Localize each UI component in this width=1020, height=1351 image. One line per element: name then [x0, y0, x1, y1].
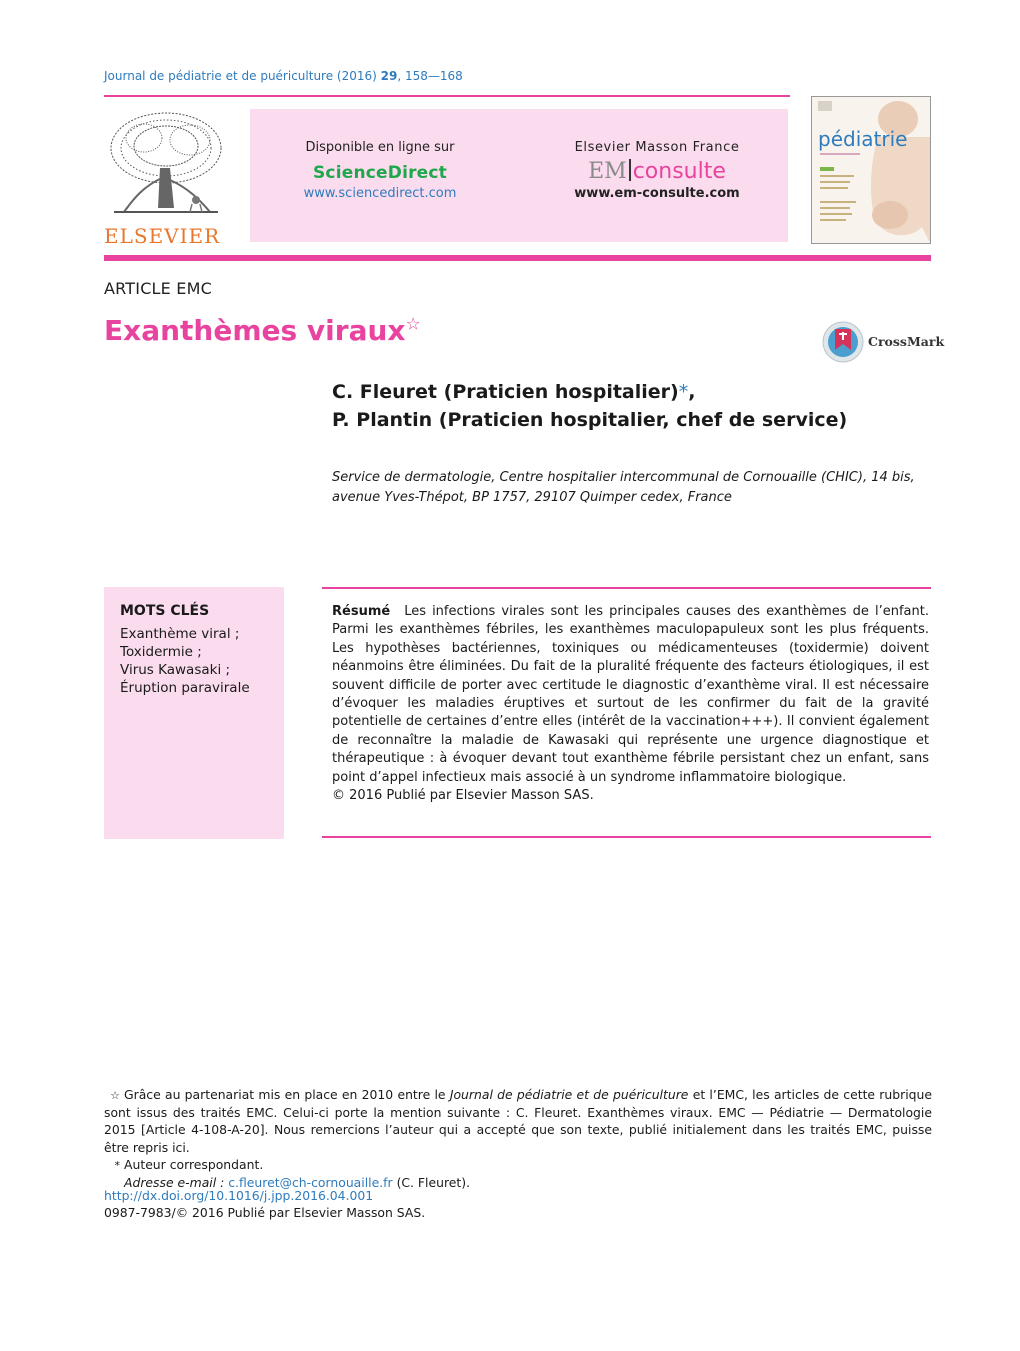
- header-rule: [104, 95, 790, 97]
- brand-separator: [629, 159, 631, 181]
- abstract-label: Résumé: [332, 604, 391, 619]
- author-1-name: C. Fleuret (Praticien hospitalier): [332, 381, 679, 403]
- elsevier-logo: [104, 108, 228, 246]
- availability-banner: [250, 109, 788, 242]
- elsevier-masson-label: Elsevier Masson France: [574, 140, 740, 155]
- abstract-text: Les infections virales sont les principales causes des exanthèmes de l’enfant. Parmi les exanthèmes fébriles, les exanthèmes maculopapuleux sont les plus fréquents. Les hypothèses bactériennes, toxiniques ou médicamenteuses (toxidermie) doivent néanmoins être éliminées. Du fait de la pluralité fréquente des facteurs étiologiques, il est souvent difficile de porter avec certitude le diagnostic d’exanthème viral. Il est nécessaire d’évoquer les maladies éruptives et surtout de les confirmer du fait de la gravité potentielle de certaines d’entre elles (intérêt de la vaccination+++). Il convient également de reconnaître la maladie de Kawasaki qui représente une urgence diagnostique et thérapeutique : à évoquer devant tout exanthème fébrile persistant chez un enfant, sans point d’appel infectieux mais associé à un syndrome inflammatoire biologique.: [332, 604, 929, 785]
- keywords-heading: MOTS CLÉS: [120, 603, 210, 619]
- title-footnote-mark[interactable]: ☆: [405, 314, 421, 335]
- footnote-asterisk-symbol: *: [114, 1158, 120, 1172]
- cover-title: pédiatrie: [818, 127, 908, 151]
- sciencedirect-brand: ScienceDirect: [312, 163, 448, 183]
- em-part: EM: [588, 159, 627, 184]
- doi-link[interactable]: http://dx.doi.org/10.1016/j.jpp.2016.04.001: [104, 1188, 374, 1203]
- sciencedirect-block: [250, 140, 510, 201]
- journal-volume: 29: [380, 69, 398, 83]
- cover-image: [812, 97, 930, 243]
- journal-cover: [811, 96, 931, 244]
- affiliation-line-2: avenue Yves-Thépot, BP 1757, 29107 Quimper cedex, France: [332, 490, 732, 505]
- keyword-item: Toxidermie ;: [120, 644, 202, 660]
- affiliation-line-1: Service de dermatologie, Centre hospitalier intercommunal de Cornouaille (CHIC), 14 bis,: [332, 470, 915, 485]
- elsevier-wordmark: ELSEVIER: [104, 224, 221, 248]
- author-separator: ,: [688, 381, 696, 403]
- corresponding-author-label: Auteur correspondant.: [124, 1156, 264, 1172]
- abstract: [332, 603, 929, 787]
- crossmark-label: CrossMark: [868, 334, 945, 349]
- author-2: P. Plantin (Praticien hospitalier, chef de service): [332, 409, 848, 431]
- footnote-partnership: [104, 1086, 932, 1156]
- affiliation: [332, 468, 932, 508]
- abstract-copyright: © 2016 Publié par Elsevier Masson SAS.: [332, 788, 594, 803]
- author-1: [332, 378, 847, 406]
- keyword-item: Virus Kawasaki ;: [120, 662, 231, 678]
- footnote-star-symbol: ☆: [110, 1089, 120, 1102]
- issn-line: 0987-7983/© 2016 Publié par Elsevier Masson SAS.: [104, 1205, 426, 1220]
- keywords-list: [120, 625, 250, 697]
- email-label: Adresse e-mail :: [124, 1175, 225, 1191]
- sciencedirect-link[interactable]: www.sciencedirect.com: [303, 186, 457, 201]
- consulte-part: consulte: [632, 159, 726, 184]
- corresponding-author-mark[interactable]: *: [678, 381, 689, 403]
- journal-pages: 158—168: [404, 69, 463, 83]
- keyword-item: Exanthème viral ;: [120, 626, 240, 642]
- crossmark-badge[interactable]: [822, 320, 945, 364]
- journal-name: Journal de pédiatrie et de puériculture (2016): [104, 69, 377, 83]
- author-list: [332, 378, 847, 434]
- email-owner: (C. Fleuret).: [396, 1175, 471, 1191]
- emconsulte-block: [527, 140, 787, 201]
- footnote-partnership-a: Grâce au partenariat mis en place en 2010 entre le: [124, 1087, 446, 1102]
- footnote-journal-name: Journal de pédiatrie et de puériculture: [449, 1087, 689, 1102]
- article-type: ARTICLE EMC: [104, 279, 212, 298]
- emconsulte-brand: [527, 159, 787, 184]
- abstract-top-rule: [322, 587, 931, 589]
- footnotes: [104, 1086, 932, 1191]
- abstract-bottom-rule: [322, 836, 931, 838]
- footnote-partnership-b: et l’EMC, les articles de cette rubrique sont issus des traités EMC. Celui-ci porte la mention suivante : C. Fleuret. Exanthèmes viraux. EMC — Pédiatrie — Dermatologie 2015 [Article 4-108-A-20]. Nous remercions l’auteur qui a accepté que son texte, publié initialement dans les traités EMC, puisse être repris ici.: [104, 1087, 932, 1155]
- journal-citation: Journal de pédiatrie et de puériculture (2016) 29, 158—168: [104, 69, 463, 83]
- email-link[interactable]: c.fleuret@ch-cornouaille.fr: [228, 1175, 393, 1191]
- header-thick-rule: [104, 255, 931, 261]
- keywords-box: [104, 587, 284, 839]
- available-online-label: Disponible en ligne sur: [305, 140, 455, 155]
- crossmark-icon: [822, 320, 866, 364]
- article-title-text: Exanthèmes viraux: [104, 314, 406, 347]
- emconsulte-link[interactable]: www.em-consulte.com: [574, 186, 740, 201]
- elsevier-tree-icon: [104, 108, 228, 220]
- article-title: [104, 314, 421, 347]
- keyword-item: Éruption paravirale: [120, 680, 250, 696]
- footnote-corresponding: [104, 1156, 932, 1174]
